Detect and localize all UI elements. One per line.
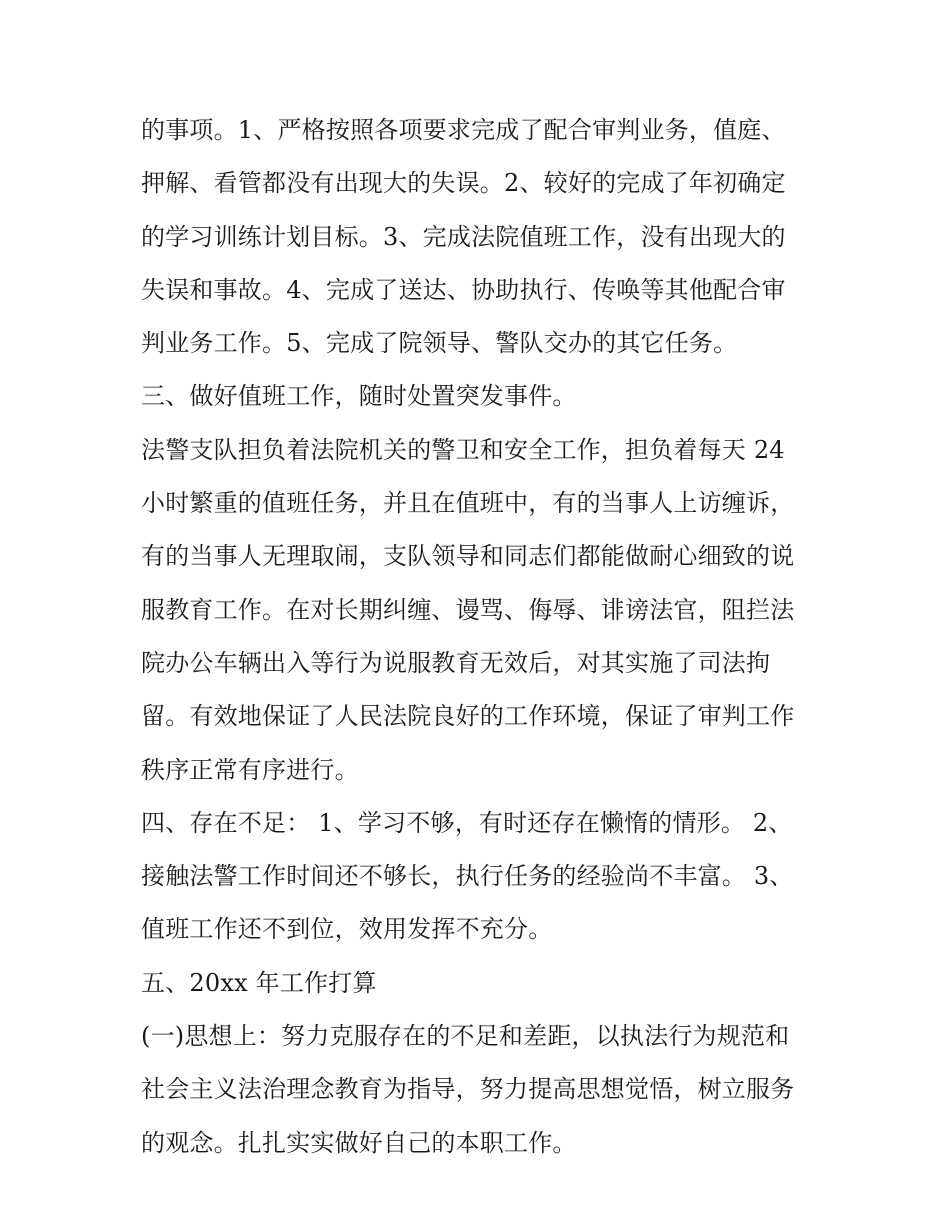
text-line: 的事项。1、严格按照各项要求完成了配合审判业务，值庭、 <box>141 116 786 144</box>
section-heading: 五、20xx 年工作打算 <box>141 968 377 997</box>
text-line: 小时繁重的值班任务，并且在值班中，有的当事人上访缠诉， <box>141 489 795 518</box>
section-heading: 三、做好值班工作，随时处置突发事件。 <box>141 382 577 411</box>
text-line: 社会主义法治理念教育为指导，努力提高思想觉悟，树立服务 <box>141 1075 795 1104</box>
text-line: 判业务工作。5、完成了院领导、警队交办的其它任务。 <box>141 329 738 358</box>
text-line: 有的当事人无理取闹，支队领导和同志们都能做耐心细致的说 <box>141 542 795 571</box>
section-heading: 四、存在不足： 1、学习不够，有时还存在懒惰的情形。 2、 <box>141 808 793 837</box>
text-line: 留。有效地保证了人民法院良好的工作环境，保证了审判工作 <box>141 702 795 731</box>
text-line: 法警支队担负着法院机关的警卫和安全工作，担负着每天 24 <box>141 435 785 464</box>
text-line: 服教育工作。在对长期纠缠、谩骂、侮辱、诽谤法官，阻拦法 <box>141 595 795 624</box>
text-line: 接触法警工作时间还不够长，执行任务的经验尚不丰富。 3、 <box>141 862 794 891</box>
text-line: (一)思想上：努力克服存在的不足和差距，以执法行为规范和 <box>141 1022 790 1051</box>
text-line: 的观念。扎扎实实做好自己的本职工作。 <box>141 1128 577 1157</box>
text-line: 院办公车辆出入等行为说服教育无效后，对其实施了司法拘 <box>141 648 771 677</box>
text-line: 失误和事故。4、完成了送达、协助执行、传唤等其他配合审 <box>141 275 786 304</box>
text-line: 值班工作还不到位，效用发挥不充分。 <box>141 915 553 944</box>
document-body <box>141 104 821 1170</box>
text-line: 的学习训练计划目标。3、完成法院值班工作，没有出现大的 <box>141 222 786 251</box>
text-line: 押解、看管都没有出现大的失误。2、较好的完成了年初确定 <box>141 169 786 198</box>
text-line: 秩序正常有序进行。 <box>141 755 359 784</box>
